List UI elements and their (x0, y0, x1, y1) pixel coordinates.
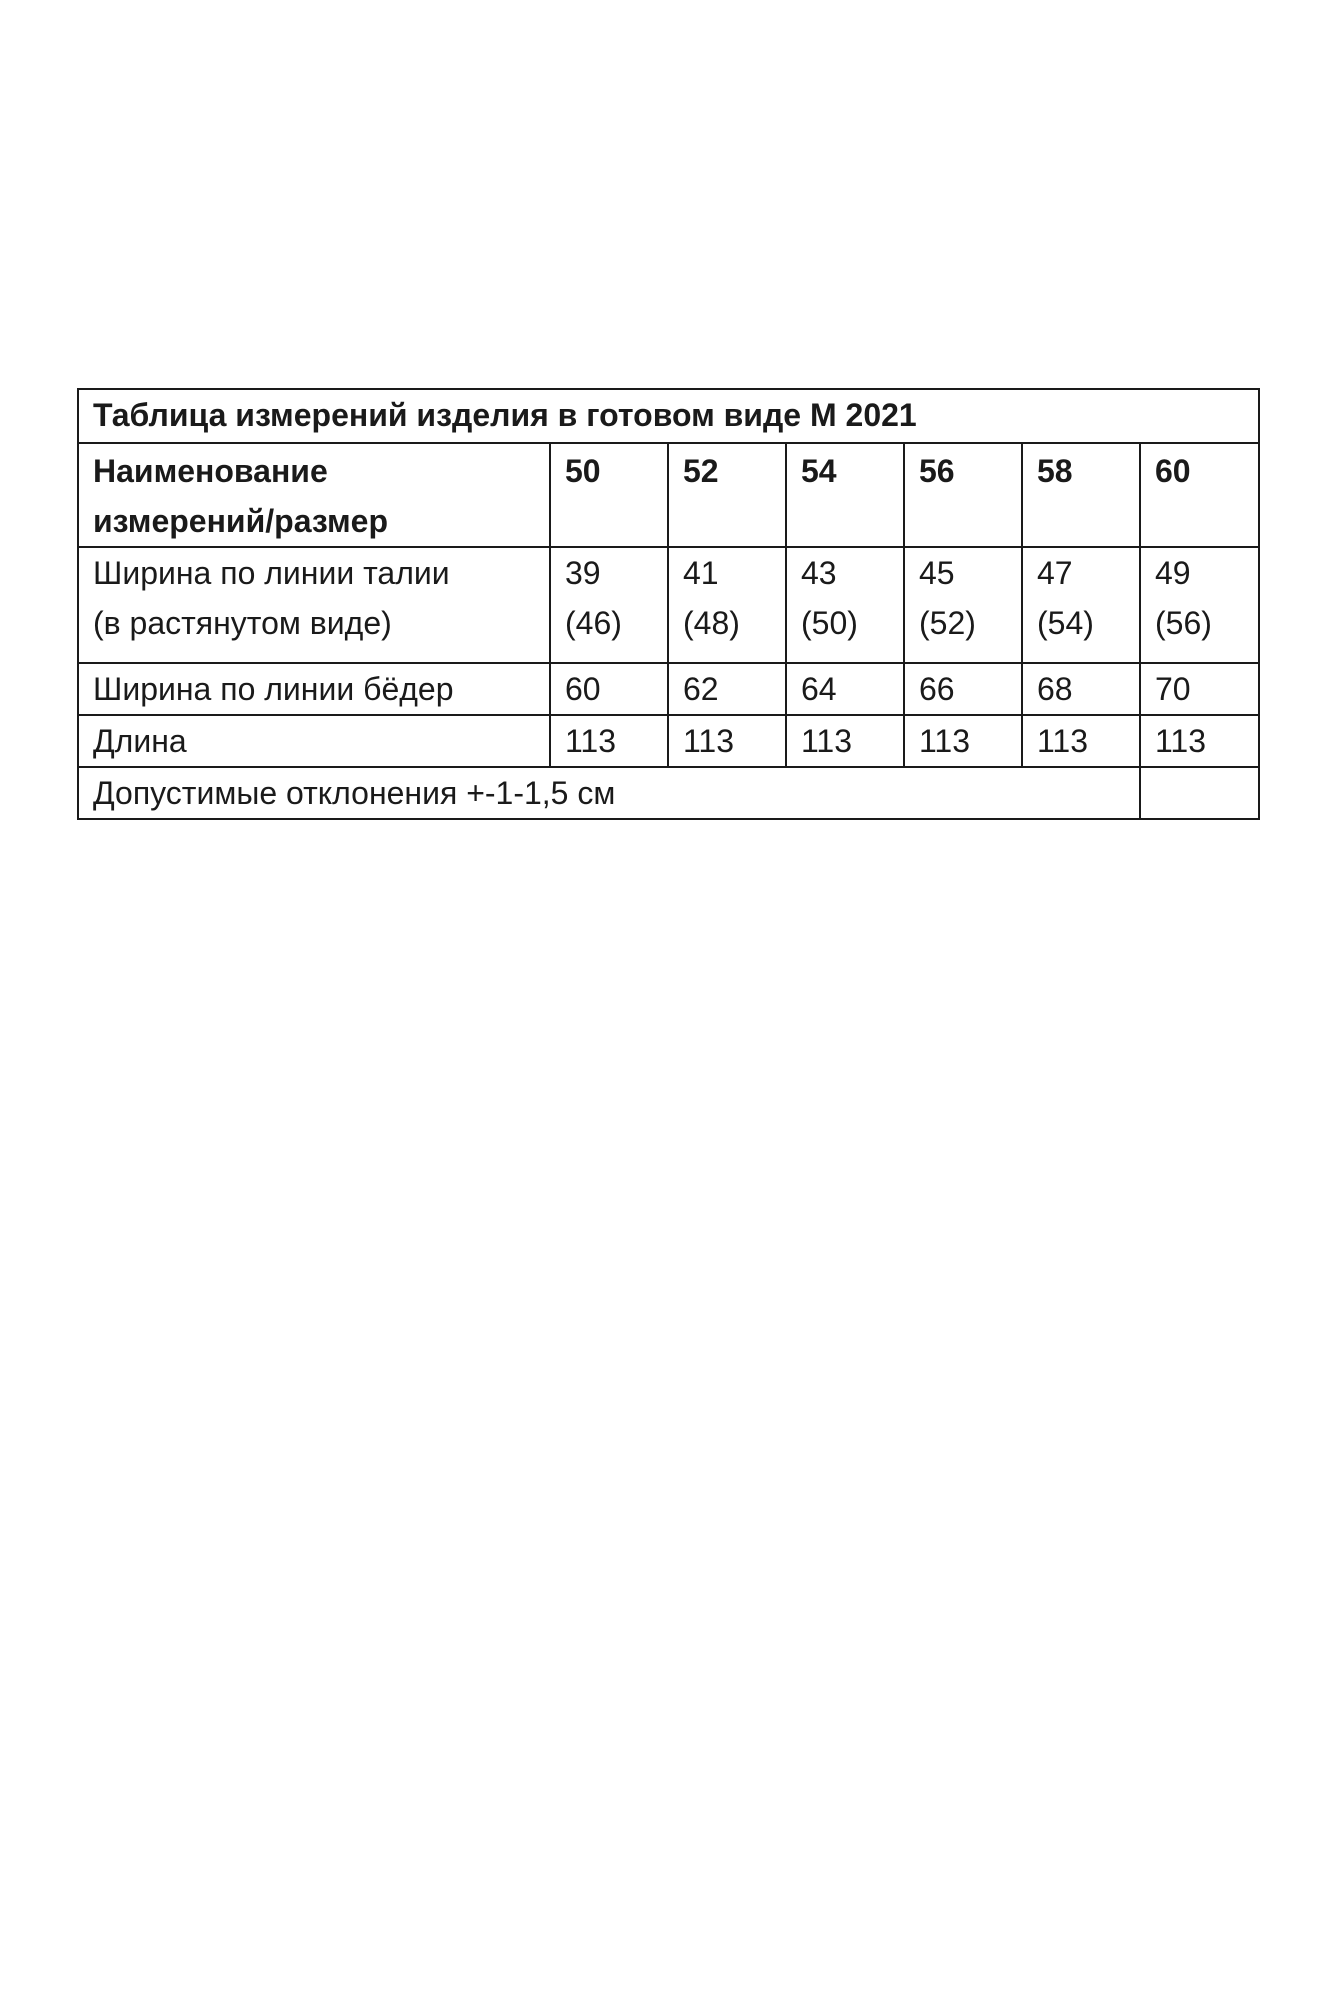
waist-cell-52 (668, 547, 786, 663)
empty-cell (1140, 767, 1259, 819)
length-cell-58: 113 (1022, 715, 1140, 767)
tolerance-note: Допустимые отклонения +-1-1,5 см (78, 767, 1140, 819)
length-cell-50: 113 (550, 715, 668, 767)
title-row (78, 389, 1259, 443)
hip-cell-50: 60 (550, 663, 668, 715)
waist-cell-50 (550, 547, 668, 663)
waist-stretched-value: (48) (683, 605, 740, 641)
waist-value: 41 (683, 555, 719, 591)
length-label: Длина (78, 715, 550, 767)
waist-value: 43 (801, 555, 837, 591)
waist-row (78, 547, 1259, 663)
waist-value: 39 (565, 555, 601, 591)
hip-cell-60: 70 (1140, 663, 1259, 715)
waist-stretched-value: (52) (919, 605, 976, 641)
waist-label (78, 547, 550, 663)
note-row (78, 767, 1259, 819)
measurement-table (77, 388, 1260, 820)
waist-cell-58 (1022, 547, 1140, 663)
waist-cell-56 (904, 547, 1022, 663)
header-label-line1: Наименование (93, 453, 328, 489)
hip-cell-54: 64 (786, 663, 904, 715)
hip-cell-52: 62 (668, 663, 786, 715)
hip-label: Ширина по линии бёдер (78, 663, 550, 715)
table-title: Таблица измерений изделия в готовом виде М 2021 (78, 389, 1259, 443)
size-header-56: 56 (904, 443, 1022, 547)
waist-label-line1: Ширина по линии талии (93, 555, 450, 591)
length-row (78, 715, 1259, 767)
waist-cell-54 (786, 547, 904, 663)
header-row (78, 443, 1259, 547)
size-header-54: 54 (786, 443, 904, 547)
waist-stretched-value: (46) (565, 605, 622, 641)
waist-stretched-value: (54) (1037, 605, 1094, 641)
hip-row (78, 663, 1259, 715)
length-cell-56: 113 (904, 715, 1022, 767)
length-cell-54: 113 (786, 715, 904, 767)
length-cell-60: 113 (1140, 715, 1259, 767)
header-label (78, 443, 550, 547)
size-header-52: 52 (668, 443, 786, 547)
size-header-58: 58 (1022, 443, 1140, 547)
waist-label-line2: (в растянутом виде) (93, 605, 392, 641)
size-header-50: 50 (550, 443, 668, 547)
waist-stretched-value: (50) (801, 605, 858, 641)
hip-cell-58: 68 (1022, 663, 1140, 715)
waist-cell-60 (1140, 547, 1259, 663)
length-cell-52: 113 (668, 715, 786, 767)
waist-value: 45 (919, 555, 955, 591)
waist-value: 49 (1155, 555, 1191, 591)
header-label-line2: измерений/размер (93, 503, 389, 539)
hip-cell-56: 66 (904, 663, 1022, 715)
size-header-60: 60 (1140, 443, 1259, 547)
waist-stretched-value: (56) (1155, 605, 1212, 641)
waist-value: 47 (1037, 555, 1073, 591)
